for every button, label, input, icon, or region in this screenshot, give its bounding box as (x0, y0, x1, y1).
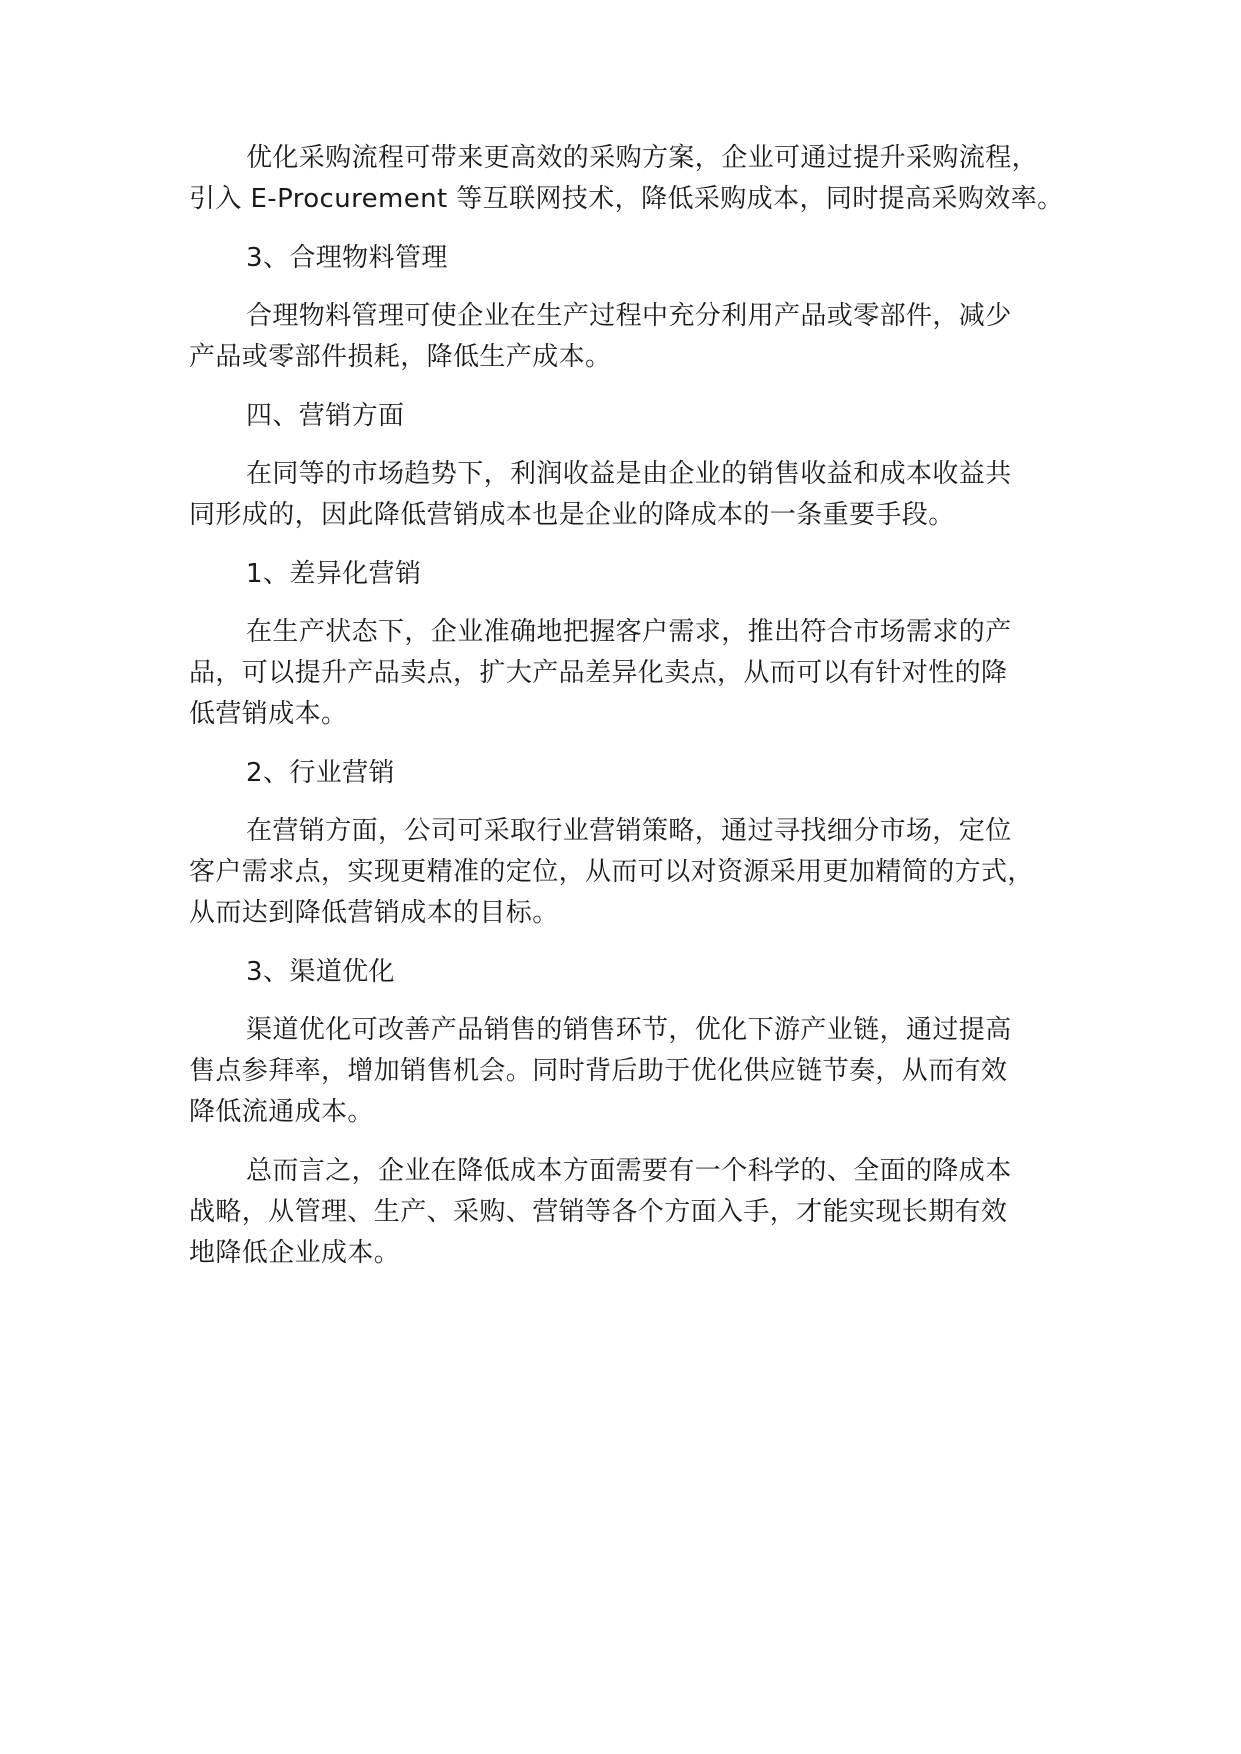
paragraph-differentiated-line-3: 低营销成本。 (189, 699, 348, 729)
paragraph-marketing-line-1: 在同等的市场趋势下，利润收益是由企业的销售收益和成本收益共 (246, 459, 1012, 489)
heading-differentiated-marketing: 1、差异化营销 (246, 559, 422, 589)
heading-industry-marketing: 2、行业营销 (246, 758, 395, 788)
paragraph-material-line-2: 产品或零部件损耗，降低生产成本。 (189, 342, 612, 372)
paragraph-industry-line-3: 从而达到降低营销成本的目标。 (189, 898, 559, 928)
heading-material-management: 3、合理物料管理 (246, 243, 448, 273)
paragraph-conclusion-line-1: 总而言之，企业在降低成本方面需要有一个科学的、全面的降成本 (246, 1156, 1012, 1186)
paragraph-industry-line-2: 客户需求点，实现更精准的定位，从而可以对资源采用更加精简的方式， (189, 857, 1034, 887)
paragraph-procurement-line-2: 引入 E-Procurement 等互联网技术，降低采购成本，同时提高采购效率。 (189, 184, 1064, 214)
paragraph-marketing-line-2: 同形成的，因此降低营销成本也是企业的降成本的一条重要手段。 (189, 500, 955, 530)
paragraph-material-line-1: 合理物料管理可使企业在生产过程中充分利用产品或零部件，减少 (246, 301, 1012, 331)
heading-channel-optimization: 3、渠道优化 (246, 957, 395, 987)
paragraph-conclusion-line-3: 地降低企业成本。 (189, 1238, 401, 1268)
paragraph-channel-line-2: 售点参拜率，增加销售机会。同时背后助于优化供应链节奏，从而有效 (189, 1056, 1008, 1086)
paragraph-channel-line-1: 渠道优化可改善产品销售的销售环节，优化下游产业链，通过提高 (246, 1015, 1012, 1045)
paragraph-industry-line-1: 在营销方面，公司可采取行业营销策略，通过寻找细分市场，定位 (246, 816, 1012, 846)
paragraph-differentiated-line-1: 在生产状态下，企业准确地把握客户需求，推出符合市场需求的产 (246, 617, 1012, 647)
paragraph-conclusion-line-2: 战略，从管理、生产、采购、营销等各个方面入手，才能实现长期有效 (189, 1197, 1008, 1227)
paragraph-differentiated-line-2: 品，可以提升产品卖点，扩大产品差异化卖点，从而可以有针对性的降 (189, 658, 1008, 688)
paragraph-channel-line-3: 降低流通成本。 (189, 1097, 374, 1127)
heading-marketing: 四、营销方面 (246, 401, 405, 431)
paragraph-procurement-line-1: 优化采购流程可带来更高效的采购方案，企业可通过提升采购流程， (246, 143, 1039, 173)
